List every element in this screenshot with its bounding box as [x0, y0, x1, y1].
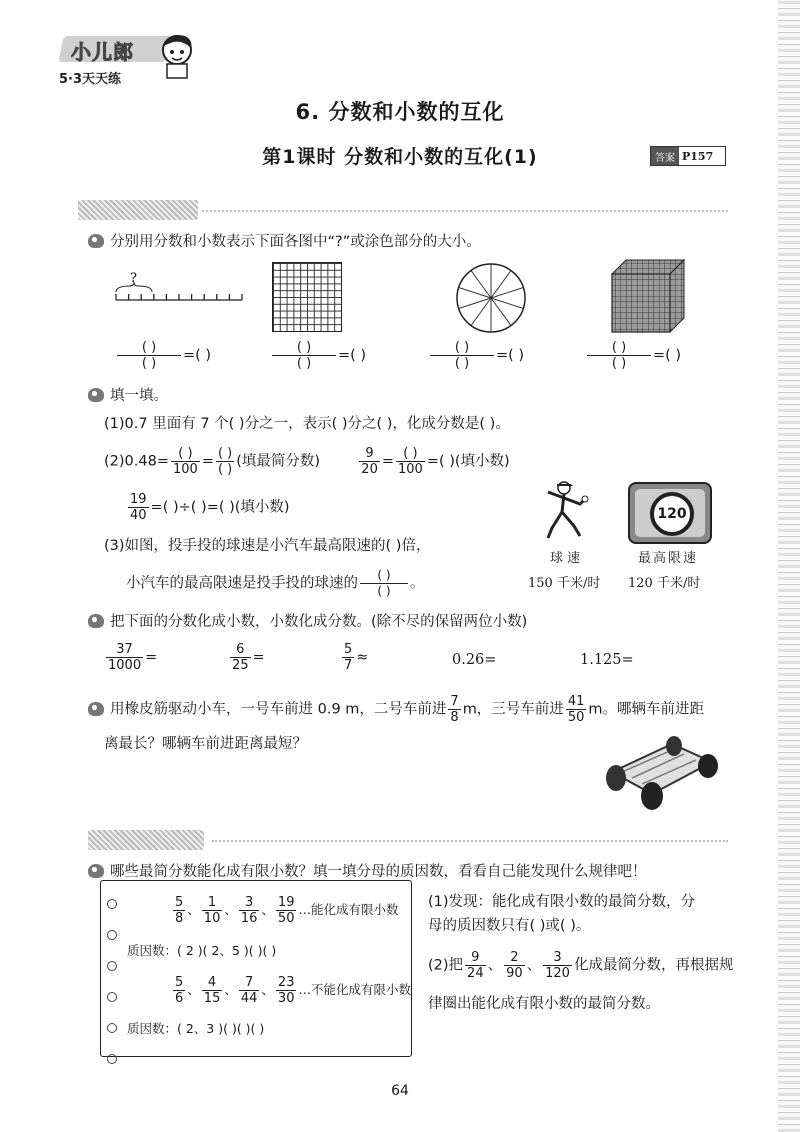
q2-line4[interactable]: (3)如图，投手投的球速是小汽车最高限速的( )倍， [104, 538, 431, 554]
q4-line1: 用橡皮筋驱动小车，一号车前进 0.9 m，二号车前进 $\frac{7}{8}$ m，三号车前进 $\frac{41}{50}$ m。哪辆车前进距 [88, 694, 704, 725]
question-icon [88, 864, 104, 878]
q5-part1-line2[interactable]: 母的质因数只有( )或( )。 [428, 918, 591, 934]
answer-page: P157 [682, 149, 714, 163]
question-icon [88, 388, 104, 402]
chapter-title: 6. 分数和小数的互化 [295, 100, 505, 124]
page-number: 64 [391, 1083, 409, 1099]
toy-car-illustration [592, 732, 722, 812]
circle-tenths-figure [455, 262, 527, 334]
q2-line2[interactable]: (2)0.48= $\frac{( )}{100}$ = $\frac{( )}{( )}$ (填最简分数) $\frac{9}{20}$ = $\frac{( )}{100}$ =( )(填小数) [104, 446, 510, 477]
q1-answer-4[interactable]: $\frac{( )}{( )}$ =( ) [585, 340, 681, 371]
q5-part2-line1: (2)把 $\frac{9}{24}$ 、 $\frac{2}{90}$ 、 $\frac{3}{120}$ 化成最简分数，再根据规 [428, 950, 734, 981]
mascot-icon [155, 30, 199, 80]
q2-line1[interactable]: (1)0.7 里面有 7 个( )分之一，表示( )分之( )，化成分数是( )。 [104, 416, 510, 432]
q1-answer-3[interactable]: $\frac{( )}{( )}$ =( ) [428, 340, 524, 371]
q3-item-2[interactable]: $\frac{6}{25}$ = [232, 642, 265, 673]
speed-limit-sign [628, 482, 712, 544]
answer-page-ref[interactable] [650, 146, 726, 166]
q1-prompt: 分别用分数和小数表示下面各图中“?”或涂色部分的大小。 [88, 232, 481, 252]
q2-title: 填一填。 [88, 386, 168, 406]
question-icon [88, 234, 104, 248]
value-ball-speed: 150 千米/时 [528, 576, 601, 591]
page-edge [778, 0, 800, 1132]
pitcher-illustration [540, 478, 590, 540]
q2-line5[interactable]: 小汽车的最高限速是投手投的球速的 $\frac{( )}{( )}$ 。 [126, 568, 425, 598]
q2-line3[interactable]: $\frac{19}{40}$ =( )÷( )=( )(填小数) [130, 492, 290, 523]
answer-tag: 答案 [651, 147, 679, 165]
question-icon [88, 614, 104, 628]
row-infinite-factors[interactable]: 质因数：( 2、3 )( )( )( ) [127, 1021, 265, 1036]
cube-figure [610, 258, 686, 334]
svg-text:?: ? [130, 271, 137, 286]
q3-item-1[interactable]: $\frac{37}{1000}$ = [108, 642, 158, 673]
q3-prompt: 把下面的分数化成小数，小数化成分数。(除不尽的保留两位小数) [88, 612, 527, 632]
q5-prompt: 哪些最简分数能化成有限小数？填一填分母的质因数，看看自己能发现什么规律吧！ [88, 862, 647, 882]
logo-text: 小儿郎 [71, 40, 134, 64]
question-icon [88, 702, 104, 716]
notebook-card [100, 880, 412, 1057]
section-banner-basic [78, 200, 728, 222]
q4-line2: 离最长？哪辆车前进距离最短？ [104, 736, 307, 752]
series-name: 5·3天天练 [59, 72, 122, 87]
value-speed-limit: 120 千米/时 [628, 576, 701, 591]
speed-limit-value: 120 [650, 492, 694, 536]
q3-item-3[interactable]: $\frac{5}{7}$ ≈ [344, 642, 369, 673]
section-banner-advanced [88, 830, 728, 852]
row-finite-factors[interactable]: 质因数：( 2 )( 2、5 )( )( ) [127, 943, 277, 958]
row-finite-fractions: $\frac{5}{8}$ 、 $\frac{1}{10}$ 、 $\frac{3}{16}$ 、 $\frac{19}{50}$ …能化成有限小数 [175, 895, 399, 926]
q5-part2-line2: 律圈出能化成有限小数的最简分数。 [428, 996, 660, 1012]
q1-answer-1[interactable]: $\frac{( )}{( )}$ =( ) [115, 340, 211, 371]
caption-ball-speed: 球速 [550, 551, 585, 566]
q5-part1-line1: (1)发现：能化成有限小数的最简分数，分 [428, 894, 696, 910]
number-line-figure [112, 270, 247, 310]
q3-item-5[interactable]: 1.125= [580, 652, 634, 668]
series-logo [55, 28, 195, 86]
q3-item-4[interactable]: 0.26= [452, 652, 497, 668]
row-infinite-fractions: $\frac{5}{6}$ 、 $\frac{4}{15}$ 、 $\frac{7}{44}$ 、 $\frac{23}{30}$ …不能化成有限小数 [175, 975, 411, 1006]
hundred-grid-figure [272, 262, 342, 332]
lesson-title: 第1课时 分数和小数的互化(1) [262, 146, 538, 168]
q1-answer-2[interactable]: $\frac{( )}{( )}$ =( ) [270, 340, 366, 371]
caption-speed-limit: 最高限速 [638, 551, 699, 566]
